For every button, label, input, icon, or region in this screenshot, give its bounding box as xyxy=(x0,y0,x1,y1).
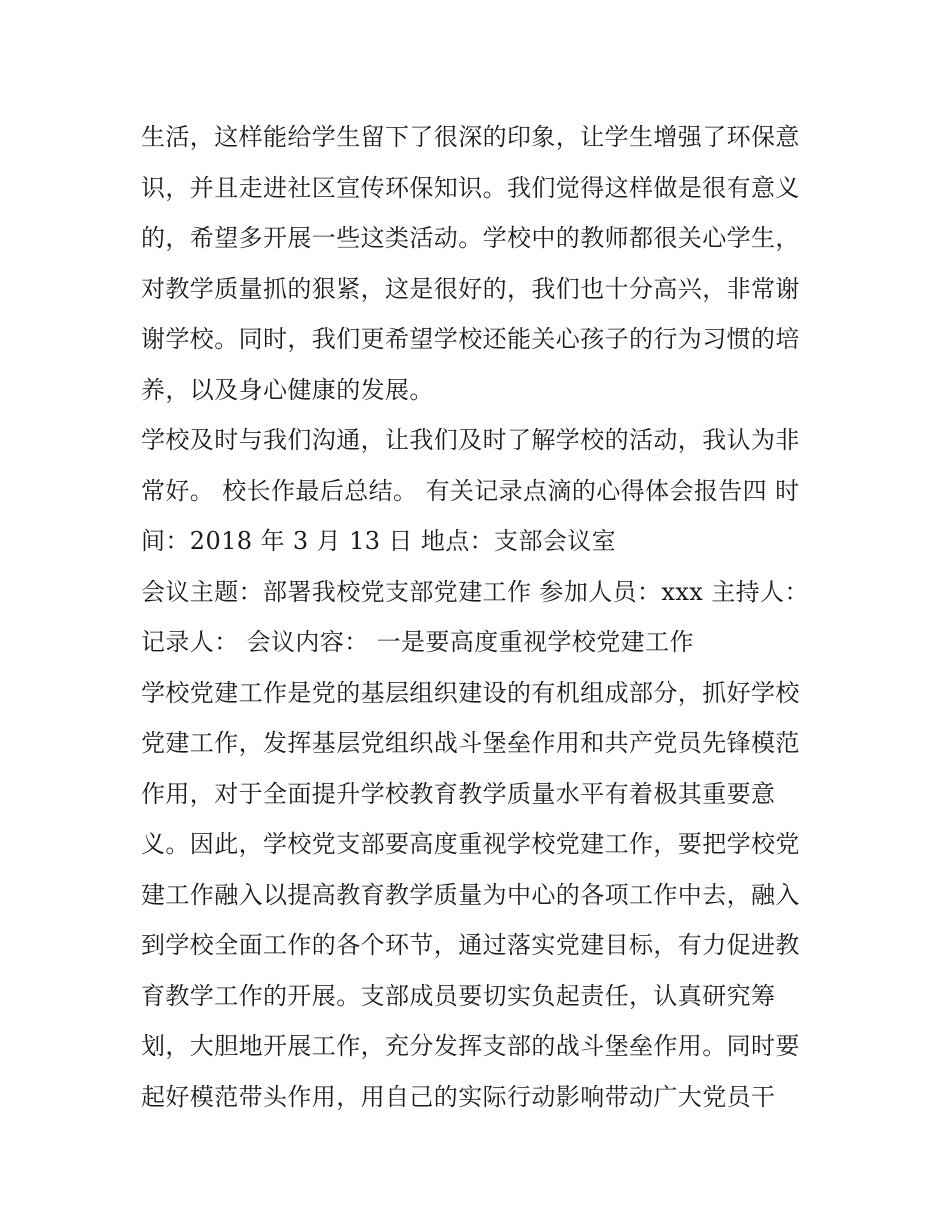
text-line: 识，并且走进社区宣传环保知识。我们觉得这样做是很有意义 xyxy=(141,173,800,202)
text-line: 义。因此，学校党支部要高度重视学校党建工作，要把学校党 xyxy=(141,830,800,858)
text-line: 学校及时与我们沟通，让我们及时了解学校的活动，我认为非 xyxy=(141,426,800,454)
text-line: 常好。 校长作最后总结。 有关记录点滴的心得体会报告四 时 xyxy=(141,476,800,505)
text-line: 生活，这样能给学生留下了很深的印象，让学生增强了环保意 xyxy=(141,123,800,151)
text-line: 间：2018 年 3 月 13 日 地点：支部会议室 xyxy=(141,527,617,555)
text-line: 记录人： 会议内容： 一是要高度重视学校党建工作 xyxy=(141,628,694,656)
body-text xyxy=(141,112,821,1122)
text-line: 育教学工作的开展。支部成员要切实负起责任，认真研究筹 xyxy=(141,981,776,1010)
text-line: 养，以及身心健康的发展。 xyxy=(141,375,434,404)
text-line: 建工作融入以提高教育教学质量为中心的各项工作中去，融入 xyxy=(141,880,800,909)
text-line: 到学校全面工作的各个环节，通过落实党建目标，有力促进教 xyxy=(141,931,800,959)
text-line: 会议主题：部署我校党支部党建工作 参加人员：xxx 主持人： xyxy=(141,577,809,606)
text-line: 学校党建工作是党的基层组织建设的有机组成部分，抓好学校 xyxy=(141,678,800,707)
text-line: 起好模范带头作用，用自己的实际行动影响带动广大党员干 xyxy=(141,1082,776,1111)
text-line: 谢学校。同时，我们更希望学校还能关心孩子的行为习惯的培 xyxy=(141,325,800,353)
text-line: 党建工作，发挥基层党组织战斗堡垒作用和共产党员先锋模范 xyxy=(141,729,800,757)
text-line: 划，大胆地开展工作，充分发挥支部的战斗堡垒作用。同时要 xyxy=(141,1032,800,1060)
text-line: 作用，对于全面提升学校教育教学质量水平有着极其重要意 xyxy=(141,779,776,808)
text-line: 对教学质量抓的狠紧，这是很好的，我们也十分高兴，非常谢 xyxy=(141,274,800,303)
text-line: 的，希望多开展一些这类活动。学校中的教师都很关心学生， xyxy=(141,224,800,252)
